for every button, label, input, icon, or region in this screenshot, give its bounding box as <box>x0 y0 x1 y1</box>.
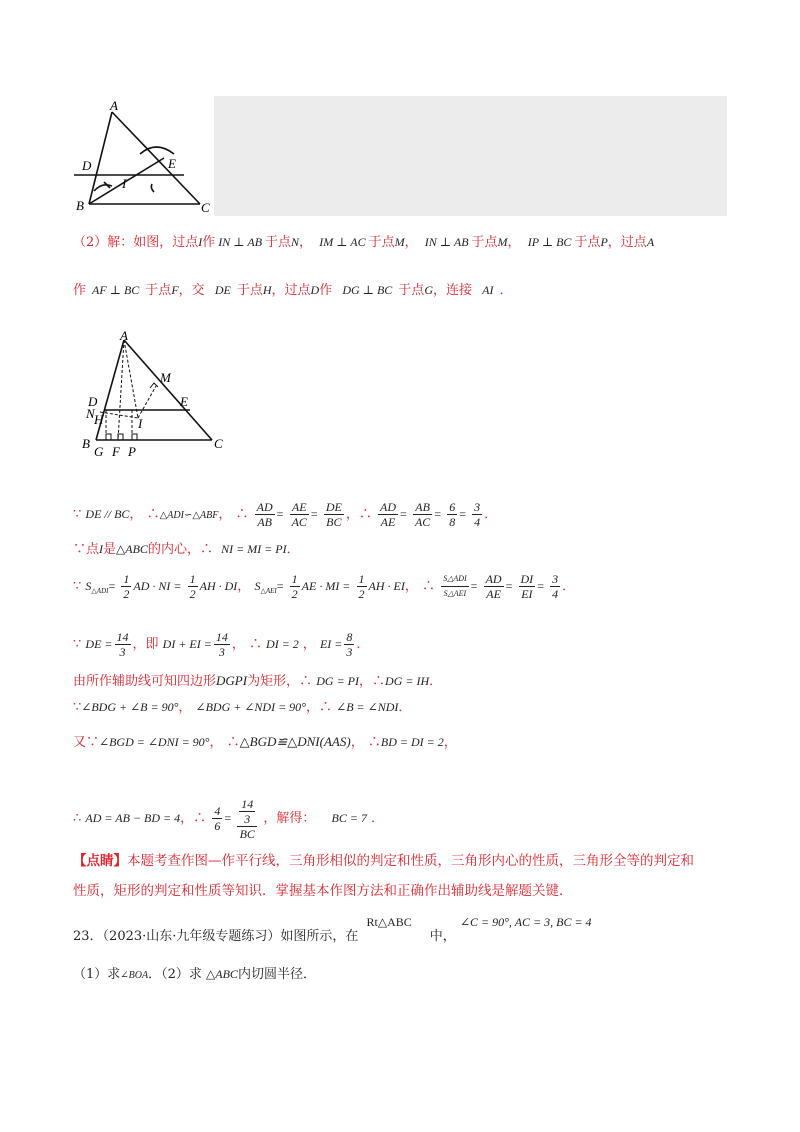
label-n: N <box>86 406 95 421</box>
label-c: C <box>201 200 210 215</box>
label-d: D <box>88 394 98 409</box>
solution-line-9: 又∵∠BGD = ∠DNI = 90°， ∴△BGD≌△DNI(AAS)， ∴BD = DI = 2， <box>73 734 457 750</box>
label-b: B <box>76 198 84 213</box>
label-i: I <box>138 416 143 431</box>
solution-line-10: ∴ AD = AB − BD = 4，∴ $\frac{4}{6}$ = $\frac{\frac{14}{3}}{BC}$ ，解得： BC = 7 ． <box>73 796 384 841</box>
seg-im <box>138 386 156 418</box>
solution-line-4: ∵点I是△ABC的内心，∴ NI = MI = PI． <box>73 542 300 557</box>
label-a: A <box>110 98 118 113</box>
solution-line-6: ∵ DE = $\frac{14}{3}$ ，即 DI + EI = $\frac{14}{3}$ ， ∴ DI = 2 ， EI = $\frac{8}{3}$ ． <box>73 630 370 659</box>
label-b: B <box>82 436 90 451</box>
solution-line-3: ∵ DE // BC， ∴△ADI∽△ABF， ∴ $\frac{AD}{AB}$ = $\frac{AE}{AC}$ = $\frac{DE}{BC}$ ，∴ $\frac{AD}{AE}$ = $\frac{AB}{AC}$ = $\frac{6}{8}$ = $\frac{3}{4}$ ． <box>73 500 498 529</box>
label-f: F <box>112 444 120 459</box>
label-m: M <box>160 370 171 385</box>
comment-line-1: 【点睛】本题考查作图—作平行线，三角形相似的判定和性质，三角形内心的性质，三角形全等的判定和 <box>73 853 694 869</box>
bisector <box>89 158 164 204</box>
label-i: I <box>122 176 127 191</box>
label-c: C <box>214 436 223 451</box>
solution-line-2: 作 AF ⊥ BC 于点F，交 DE 于点H，过点D作 DG ⊥ BC 于点G，连接 AI ． <box>73 283 513 298</box>
question-23: 23．（2023·山东·九年级专题练习）如图所示，在 Rt△ABC中， ∠C = 90°, AC = 3, BC = 4 <box>73 915 592 944</box>
label-d: D <box>82 158 92 173</box>
seg-af <box>118 340 124 440</box>
solution-line-7: 由所作辅助线可知四边形DGPI为矩形，∴ DG = PI，∴DG = IH． <box>73 673 443 689</box>
arc-3 <box>151 184 154 192</box>
solution-line-1: （2）解：如图，过点I作 IN ⊥ AB 于点N， IM ⊥ AC 于点M， IN ⊥ AB 于点M， IP ⊥ BC 于点P，过点A <box>73 235 655 250</box>
solution-line-5: ∵ $S_{\triangle ADI}=$ $\frac{1}{2}$ AD · NI = $\frac{1}{2}$ AH · DI， $S_{\triangle AEI}=$ $\frac{1}{2}$ AE · MI = $\frac{1}{2}$ AH · EI， ∴ $\frac{\text{S△ADI}}{\text{S△AEI}}$ = $\frac{AD}{AE}$ = $\frac{DI}{EI}$ = $\frac{3}{4}$ ． <box>73 572 576 601</box>
solution-line-8: ∵∠BDG + ∠B = 90°， ∠BDG + ∠NDI = 90°，∴ ∠B = ∠NDI． <box>73 700 412 715</box>
gray-panel <box>213 96 727 216</box>
label-g: G <box>94 444 104 459</box>
label-h: H <box>94 412 104 427</box>
question-23-parts: （1）求∠BOA．（2）求 △ABC内切圆半径． <box>73 967 316 982</box>
comment-tag: 【点睛】 <box>73 853 127 869</box>
label-p: P <box>128 444 136 459</box>
seg-ai <box>124 340 138 418</box>
label-e: E <box>168 156 176 171</box>
side-ab <box>89 112 112 204</box>
figure-2 <box>80 328 230 462</box>
label-a: A <box>120 328 128 343</box>
comment-line-2: 性质，矩形的判定和性质等知识．掌握基本作图方法和正确作出辅助线是解题关键． <box>73 883 573 899</box>
arc-1 <box>140 147 174 154</box>
figure-1 <box>72 96 214 216</box>
label-e: E <box>180 394 188 409</box>
